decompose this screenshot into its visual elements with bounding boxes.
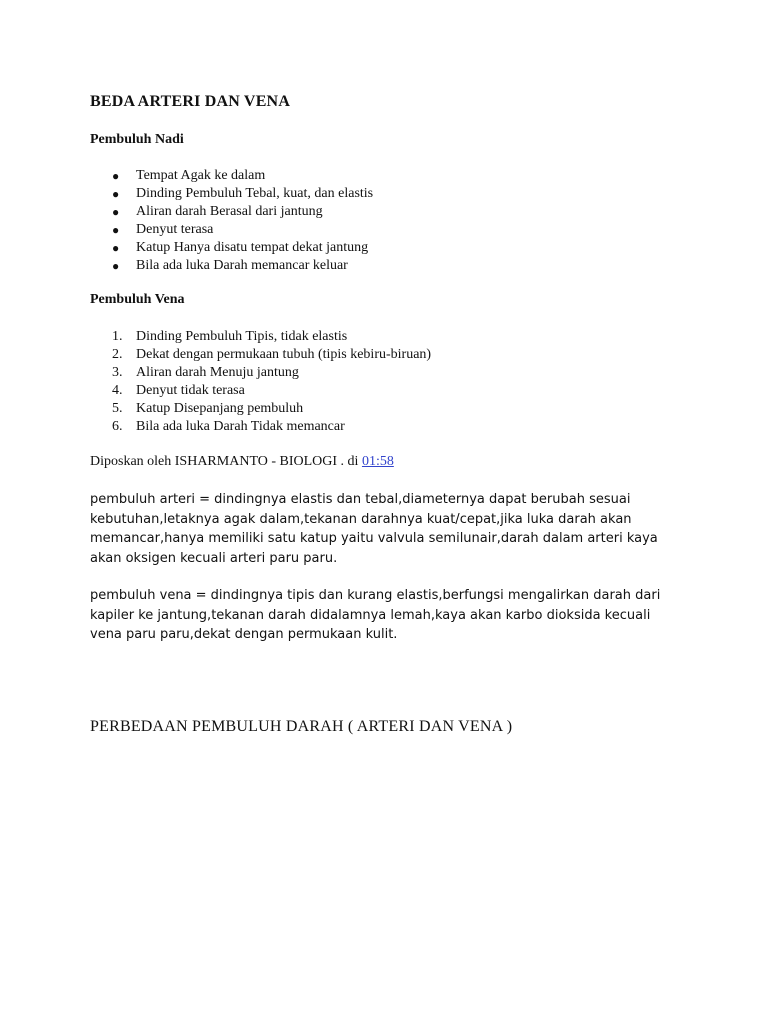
list-number: 5. xyxy=(112,401,123,416)
list-number: 6. xyxy=(112,419,123,434)
list-item-text: Katup Hanya disatu tempat dekat jantung xyxy=(136,240,369,255)
posted-by-text: Diposkan oleh ISHARMANTO - BIOLOGI . di xyxy=(90,454,362,469)
paragraph-arteri: pembuluh arteri = dindingnya elastis dan tebal,diameternya dapat berubah sesuai kebutuhan,letaknya agak dalam,tekanan darahnya kuat/cepat,jika luka darah akan memancar,hanya memiliki satu katup yaitu valvula semilunair,darah dalam arteri kaya akan oksigen kecuali arteri paru paru. xyxy=(90,492,658,566)
list-number: 2. xyxy=(112,347,123,362)
post-time-link[interactable]: 01:58 xyxy=(361,454,394,469)
bullet-icon: ● xyxy=(112,205,120,219)
list-item xyxy=(90,203,373,221)
list-item xyxy=(90,346,431,364)
list-item-text: Tempat Agak ke dalam xyxy=(136,168,266,183)
list-item xyxy=(90,221,373,239)
document-title: BEDA ARTERI DAN VENA xyxy=(90,93,291,110)
bullet-icon: ● xyxy=(112,169,120,183)
heading-pembuluh-vena: Pembuluh Vena xyxy=(90,292,185,307)
heading-pembuluh-nadi: Pembuluh Nadi xyxy=(90,132,184,147)
posted-by-line xyxy=(90,454,394,470)
list-item-text: Katup Disepanjang pembuluh xyxy=(136,401,304,416)
list-item-text: Denyut tidak terasa xyxy=(136,383,245,398)
list-item-text: Dekat dengan permukaan tubuh (tipis kebiru-biruan) xyxy=(136,347,432,362)
vena-list xyxy=(90,328,431,436)
list-item xyxy=(90,328,431,346)
list-number: 1. xyxy=(112,329,123,344)
bullet-icon: ● xyxy=(112,259,120,273)
list-item-text: Denyut terasa xyxy=(136,222,214,237)
list-item xyxy=(90,400,431,418)
list-item xyxy=(90,185,373,203)
list-item xyxy=(90,364,431,382)
bullet-icon: ● xyxy=(112,241,120,255)
bullet-icon: ● xyxy=(112,187,120,201)
list-item-text: Dinding Pembuluh Tipis, tidak elastis xyxy=(136,329,348,344)
list-item-text: Bila ada luka Darah memancar keluar xyxy=(136,258,348,273)
list-item xyxy=(90,257,373,275)
section-heading-perbedaan: PERBEDAAN PEMBULUH DARAH ( ARTERI DAN VENA ) xyxy=(90,718,513,735)
paragraph-vena: pembuluh vena = dindingnya tipis dan kurang elastis,berfungsi mengalirkan darah dari kapiler ke jantung,tekanan darah didalamnya lemah,kaya akan karbo dioksida kecuali vena paru paru,dekat dengan permukaan kulit. xyxy=(90,588,661,642)
list-item-text: Dinding Pembuluh Tebal, kuat, dan elastis xyxy=(136,186,374,201)
bullet-icon: ● xyxy=(112,223,120,237)
list-number: 3. xyxy=(112,365,123,380)
list-item-text: Aliran darah Berasal dari jantung xyxy=(136,204,323,219)
list-item xyxy=(90,382,431,400)
list-item xyxy=(90,239,373,257)
list-item-text: Aliran darah Menuju jantung xyxy=(136,365,299,380)
nadi-list xyxy=(90,167,373,275)
list-number: 4. xyxy=(112,383,123,398)
list-item xyxy=(90,167,373,185)
list-item xyxy=(90,418,431,436)
list-item-text: Bila ada luka Darah Tidak memancar xyxy=(136,419,345,434)
